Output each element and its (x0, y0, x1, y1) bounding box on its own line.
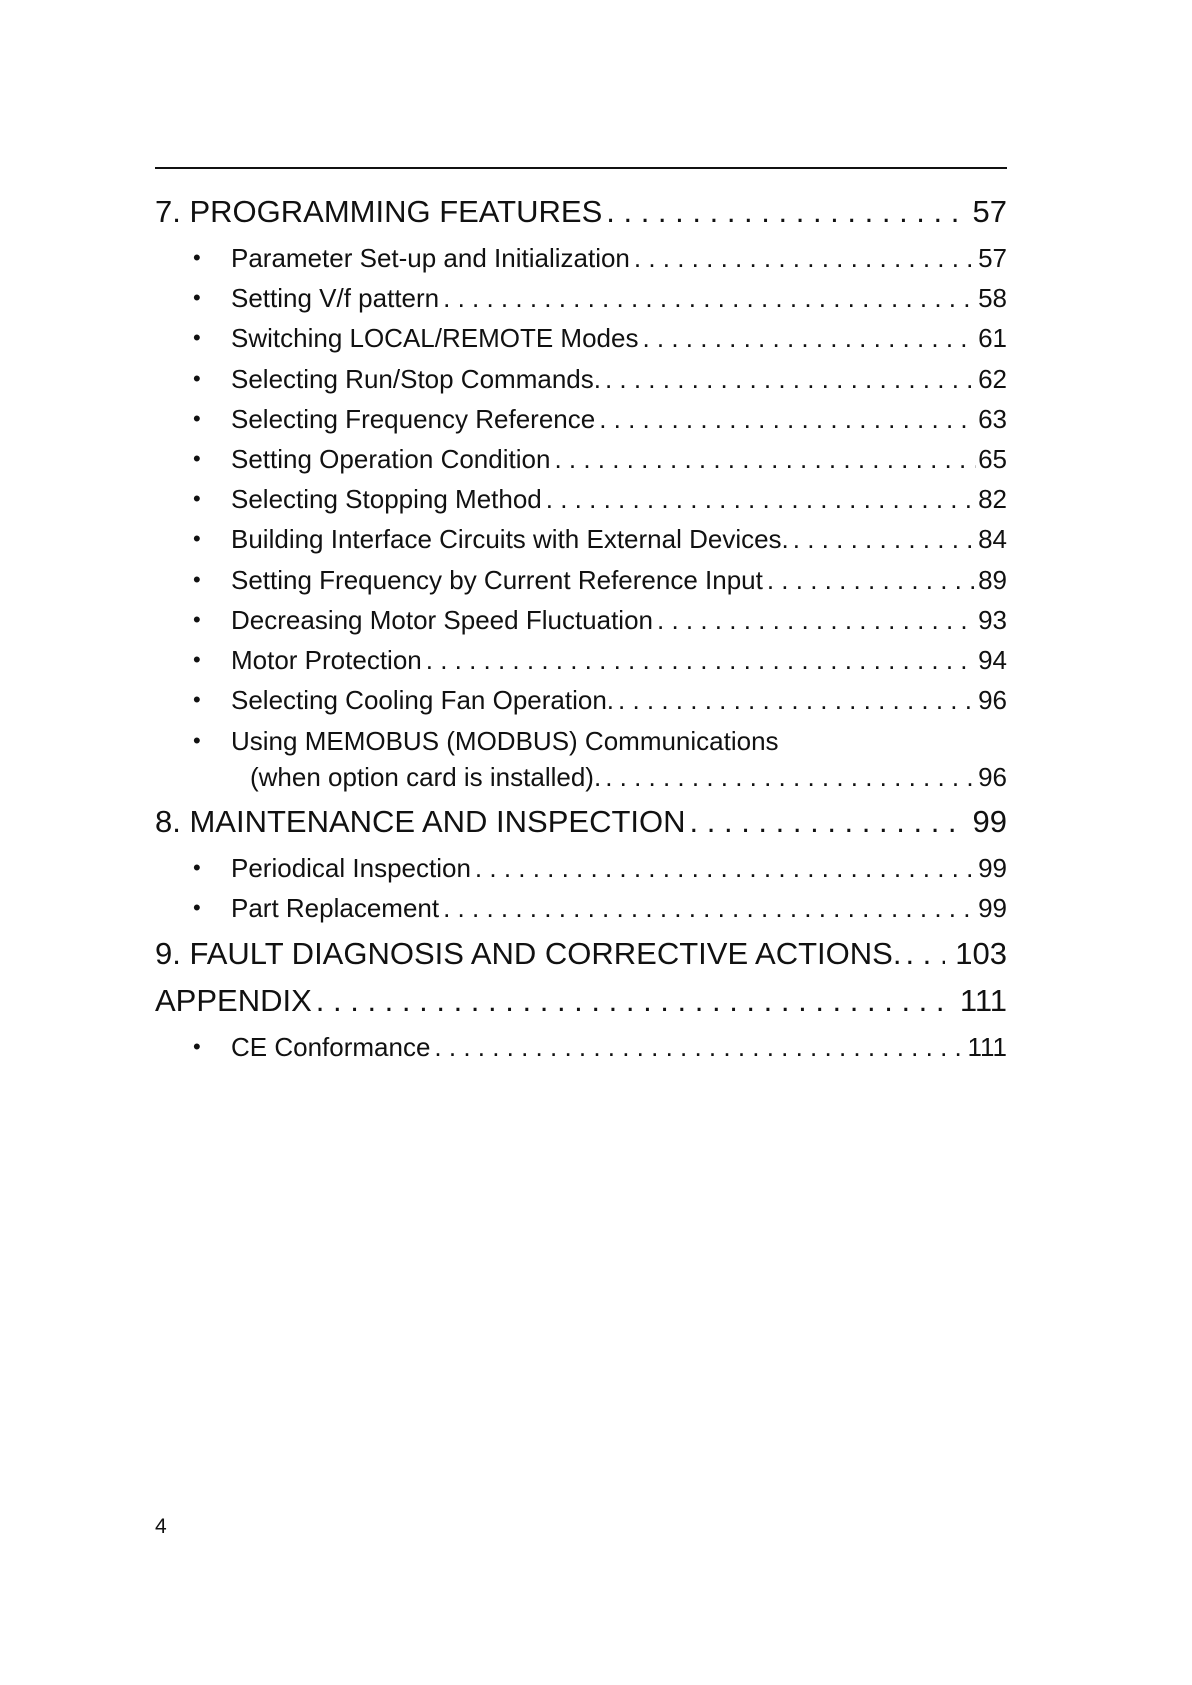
toc-section-current-reference[interactable] (155, 563, 1007, 597)
toc-section-local-remote[interactable] (155, 321, 1007, 355)
bullet-icon: • (193, 526, 201, 551)
toc-section-periodical-inspection[interactable] (155, 851, 1007, 885)
dot-leader (550, 442, 976, 476)
toc-page-number: 103 (955, 936, 1007, 971)
toc-section-operation-condition[interactable] (155, 442, 1007, 476)
toc-entry-label: (when option card is installed). (250, 762, 602, 792)
toc-page-number: 93 (978, 605, 1007, 635)
dot-leader (595, 402, 976, 436)
bullet-icon: • (193, 1034, 201, 1059)
toc-section-ce-conformance[interactable] (155, 1030, 1007, 1064)
toc-page-number: 62 (978, 364, 1007, 394)
toc-section-motor-protection[interactable] (155, 643, 1007, 677)
dot-leader (901, 934, 945, 974)
toc-section-speed-fluctuation[interactable] (155, 603, 1007, 637)
toc-entry-label: 8. MAINTENANCE AND INSPECTION (155, 804, 686, 839)
bullet-icon: • (193, 607, 201, 632)
toc-section-memobus[interactable] (155, 724, 1007, 758)
toc-page-number: 111 (967, 1032, 1007, 1062)
toc-page-number: 63 (978, 404, 1007, 434)
toc-page-number: 57 (978, 243, 1007, 273)
toc-entry-label: Switching LOCAL/REMOTE Modes (231, 323, 639, 353)
dot-leader (602, 192, 962, 232)
toc-section-run-stop[interactable] (155, 362, 1007, 396)
dot-leader (789, 522, 976, 556)
toc-chapter-9[interactable] (155, 934, 1007, 974)
toc-page-number: 82 (978, 484, 1007, 514)
toc-appendix[interactable] (155, 981, 1007, 1021)
dot-leader (439, 891, 976, 925)
toc-section-cooling-fan[interactable] (155, 683, 1007, 717)
toc-entry-label: Parameter Set-up and Initialization (231, 243, 630, 273)
toc-section-interface-circuits[interactable] (155, 522, 1007, 556)
toc-entry-label: APPENDIX (155, 983, 312, 1018)
toc-page-number: 61 (978, 323, 1007, 353)
dot-leader (601, 760, 976, 794)
toc-page-number: 89 (978, 565, 1007, 595)
bullet-icon: • (193, 486, 201, 511)
toc-page-number: 57 (972, 194, 1007, 229)
toc-page-number: 96 (978, 762, 1007, 792)
bullet-icon: • (193, 285, 201, 310)
bullet-icon: • (193, 245, 201, 270)
bullet-icon: • (193, 366, 201, 391)
toc-entry-label: Setting Operation Condition (231, 444, 551, 474)
bullet-icon: • (193, 446, 201, 471)
toc-page-number: 99 (978, 893, 1007, 923)
toc-section-part-replacement[interactable] (155, 891, 1007, 925)
toc-chapter-8[interactable] (155, 802, 1007, 842)
dot-leader (763, 563, 976, 597)
dot-leader (601, 362, 976, 396)
toc-entry-label: Setting Frequency by Current Reference Input (231, 565, 763, 595)
toc-entry-label: Selecting Frequency Reference (231, 404, 596, 434)
toc-entry-label: Selecting Run/Stop Commands. (231, 364, 601, 394)
toc-page-number: 65 (978, 444, 1007, 474)
toc-page-number: 96 (978, 685, 1007, 715)
dot-leader (312, 981, 950, 1021)
bullet-icon: • (193, 325, 201, 350)
toc-section-memobus-continued[interactable] (155, 760, 1007, 794)
toc-entry-label: Periodical Inspection (231, 853, 471, 883)
dot-leader (439, 281, 976, 315)
toc-entry-label: Part Replacement (231, 893, 440, 923)
toc-page-number: 58 (978, 283, 1007, 313)
bullet-icon: • (193, 406, 201, 431)
toc-page-number: 99 (978, 853, 1007, 883)
toc-section-stopping-method[interactable] (155, 482, 1007, 516)
bullet-icon: • (193, 567, 201, 592)
toc-page-number: 111 (959, 983, 1007, 1018)
bullet-icon: • (193, 728, 201, 753)
bullet-icon: • (193, 895, 201, 920)
toc-entry-label: 9. FAULT DIAGNOSIS AND CORRECTIVE ACTIONS. (155, 936, 902, 971)
toc-entry-label: Building Interface Circuits with External Devices. (231, 524, 789, 554)
toc-page-number: 94 (978, 645, 1007, 675)
toc-page-number: 99 (972, 804, 1007, 839)
toc-entry-label: Decreasing Motor Speed Fluctuation (231, 605, 654, 635)
toc-entry-label: Selecting Cooling Fan Operation. (231, 685, 615, 715)
dot-leader (542, 482, 976, 516)
toc-entry-label: Selecting Stopping Method (231, 484, 542, 514)
dot-leader (422, 643, 976, 677)
bullet-icon: • (193, 855, 201, 880)
top-rule (155, 167, 1007, 169)
dot-leader (471, 851, 976, 885)
dot-leader (653, 603, 976, 637)
toc-entry-label: Setting V/f pattern (231, 283, 440, 313)
dot-leader (686, 802, 963, 842)
toc-section-frequency-reference[interactable] (155, 402, 1007, 436)
dot-leader (630, 241, 976, 275)
dot-leader (430, 1030, 965, 1064)
bullet-icon: • (193, 647, 201, 672)
dot-leader (614, 683, 976, 717)
toc-entry-label: Using MEMOBUS (MODBUS) Communications (231, 726, 779, 756)
toc-section-parameter-setup[interactable] (155, 241, 1007, 275)
toc-section-vf-pattern[interactable] (155, 281, 1007, 315)
dot-leader (638, 321, 976, 355)
toc-entry-label: Motor Protection (231, 645, 422, 675)
toc-entry-label: CE Conformance (231, 1032, 431, 1062)
page-number: 4 (155, 1515, 167, 1538)
toc-page-number: 84 (978, 524, 1007, 554)
toc-entry-label: 7. PROGRAMMING FEATURES (155, 194, 603, 229)
toc-chapter-7[interactable] (155, 192, 1007, 232)
bullet-icon: • (193, 687, 201, 712)
